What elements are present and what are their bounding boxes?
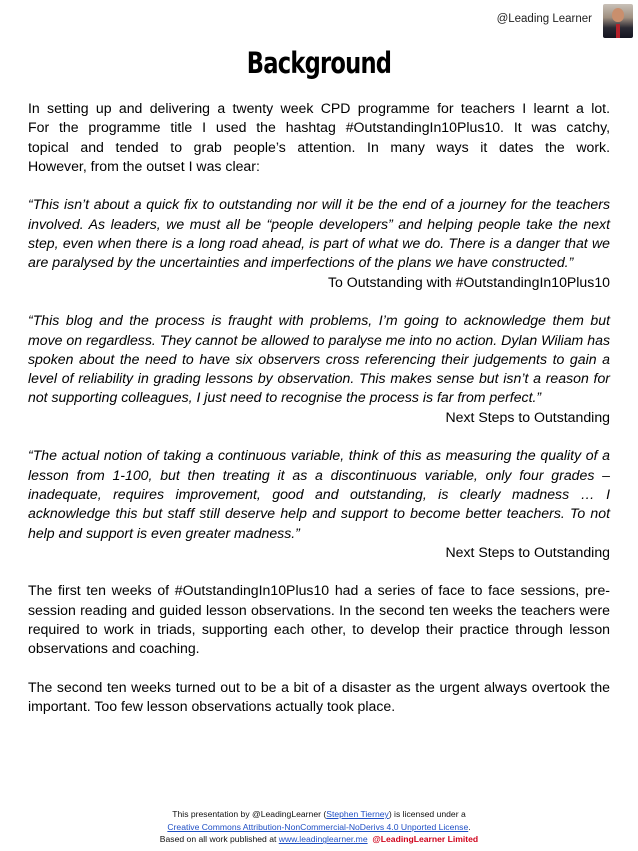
first-ten-weeks-paragraph: The first ten weeks of #OutstandingIn10Plus10 had a series of face to face sessions, pre-session reading and guided lesson observations. In the second ten weeks the teachers were required to work in triads, supporting each other, to develop their practice through lesson observations and coaching. (28, 582, 610, 657)
intro-line-3: topical and tended to grab people’s attention. In many ways it dates the work. (28, 138, 610, 155)
intro-paragraph-2 (28, 118, 610, 137)
brand-name: @LeadingLearner Limited (372, 834, 479, 845)
footer-line-1-text: This presentation by @LeadingLearner ( (172, 809, 327, 819)
footer-line-3-text: Based on all work published at (159, 834, 279, 845)
intro-line-1: In setting up and delivering a twenty week CPD programme for teachers I learnt a lot. (28, 100, 610, 116)
quote-3-source: Next Steps to Outstanding (445, 543, 610, 560)
license-footer (0, 808, 638, 846)
quote-2: “This blog and the process is fraught with problems, I’m going to acknowledge them but move on regardless. They cannot be allowed to paralyse me into no action. Dylan Wiliam has spoken about the need to have six observers cross referencing their judgements to gain a level of reliability in grading lessons by observation. This makes sense but isn’t a reason for not supporting colleagues, I just need to recognise the process is far from perfect.” (28, 312, 610, 406)
intro-line-4: However, from the outset I was clear: (28, 157, 260, 174)
intro-paragraph (28, 99, 610, 118)
intro-line-2: For the programme title I used the hashtag #OutstandingIn10Plus10. It was catchy, (28, 119, 610, 136)
quote-2-source: Next Steps to Outstanding (445, 408, 610, 425)
footer-line-3 (0, 833, 638, 846)
footer-line-1-end: ) is licensed under a (388, 809, 466, 819)
license-period: . (468, 821, 471, 832)
quote-3: “The actual notion of taking a continuous variable, think of this as measuring the quality of a lesson from 1-100, but then treating it as a discontinuous variable, only four grades – inadequate, requires improvement, good and outstanding, is clearly madness … I acknowledge this but staff still deserve help and support to become better teachers. To not help and support is even greater madness.” (28, 447, 610, 541)
quote-1-source: To Outstanding with #OutstandingIn10Plus10 (327, 273, 610, 290)
header-handle: @Leading Learner (496, 13, 592, 25)
site-link[interactable]: www.leadinglearner.me (278, 834, 368, 845)
avatar-tie (616, 24, 620, 38)
license-link[interactable]: Creative Commons Attribution-NonCommercial-NoDerivs 4.0 Unported License (167, 821, 469, 832)
body-content (28, 99, 610, 717)
footer-line-1 (0, 808, 638, 821)
quote-1: “This isn’t about a quick fix to outstanding nor will it be the end of a journey for the teachers involved. As leaders, we must all be “people developers” and helping people take the next step, even when there is a long road ahead, is part of what we do. There is a danger that we are paralysed by the uncertainties and imperfections of the plans we have constructed.” (28, 196, 610, 271)
intro-paragraph-3 (28, 138, 610, 157)
second-ten-weeks-paragraph: The second ten weeks turned out to be a bit of a disaster as the urgent always overtook the important. Too few lesson observations actually took place. (28, 678, 610, 715)
footer-line-2 (0, 821, 638, 834)
avatar-head (612, 8, 624, 22)
page-title: Background (246, 46, 392, 80)
author-link[interactable]: Stephen Tierney (326, 809, 389, 819)
author-avatar (603, 4, 633, 38)
intro-paragraph-4 (28, 157, 610, 176)
